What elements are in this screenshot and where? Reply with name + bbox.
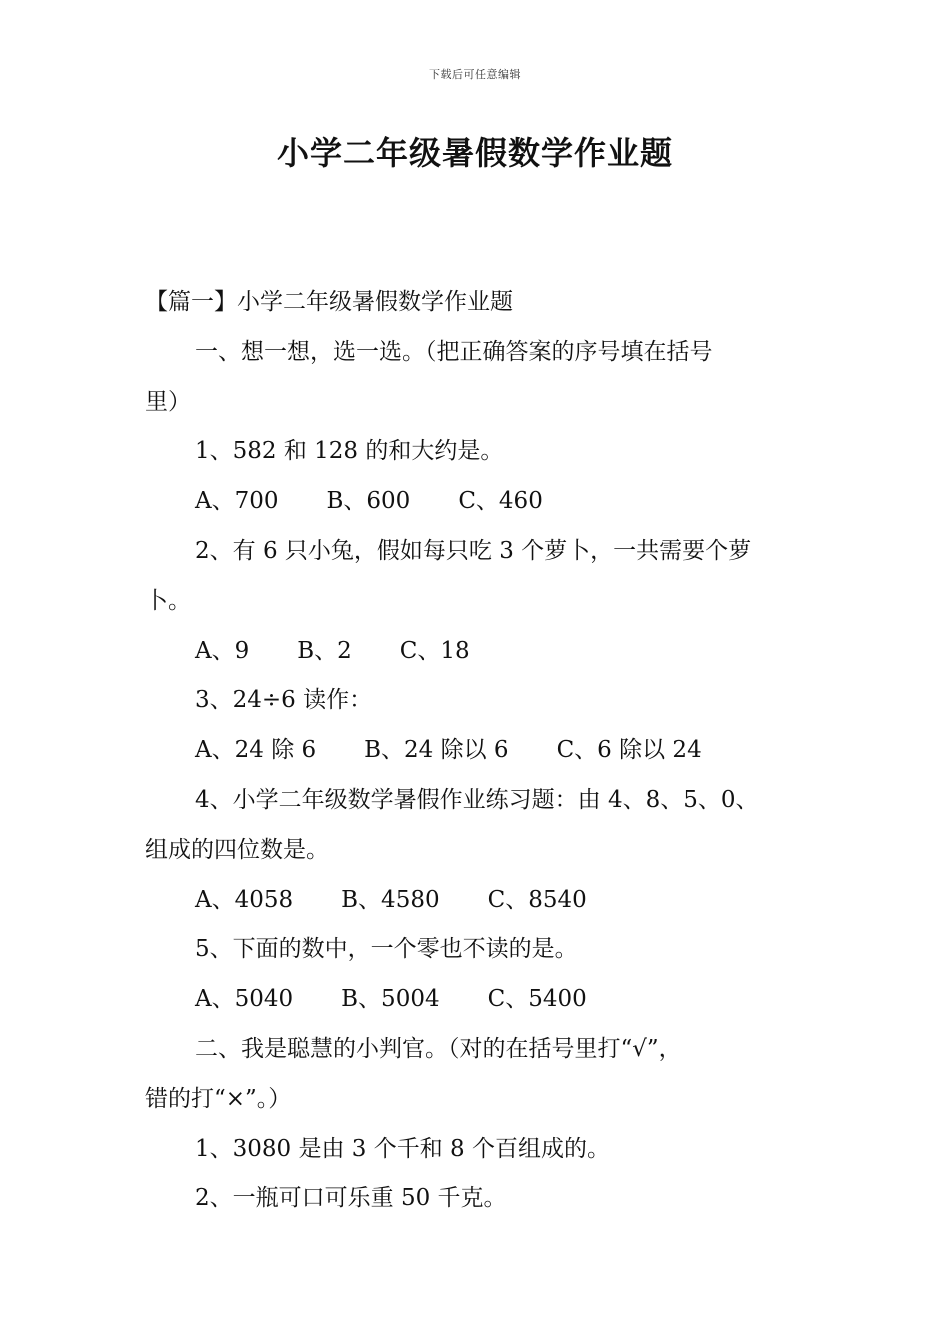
option-c: C、8540 — [487, 886, 587, 913]
question-4: 4、小学二年级数学暑假作业练习题：由 4、8、5、0、 — [195, 786, 759, 813]
question-1: 1、582 和 128 的和大约是。 — [195, 438, 504, 465]
question-5: 5、下面的数中，一个零也不读的是。 — [195, 936, 578, 963]
option-c: C、6 除以 24 — [556, 737, 702, 764]
option-a: A、24 除 6 — [195, 737, 317, 764]
part2-instruction: 二、我是聪慧的小判官。（对的在括号里打“√”， — [195, 1035, 682, 1062]
part2-instruction-cont: 错的打“×”。） — [145, 1085, 292, 1112]
question-5-options — [145, 975, 815, 1025]
question-2-cont: 卜。 — [145, 587, 191, 614]
judge-question-1: 1、3080 是由 3 个千和 8 个百组成的。 — [195, 1135, 610, 1162]
part1-instruction: 一、想一想，选一选。（把正确答案的序号填在括号 — [195, 338, 713, 365]
option-b: B、2 — [297, 637, 352, 664]
option-c: C、18 — [399, 637, 470, 664]
option-b: B、600 — [326, 488, 411, 515]
document-body — [145, 278, 815, 1224]
option-c: C、460 — [458, 488, 543, 515]
question-4-options — [145, 876, 815, 926]
option-a: A、9 — [195, 637, 250, 664]
question-3: 3、24÷6 读作： — [195, 687, 373, 714]
option-a: A、700 — [195, 488, 279, 515]
question-2: 2、有 6 只小兔，假如每只吃 3 个萝卜，一共需要个萝 — [195, 537, 752, 564]
document-title: 小学二年级暑假数学作业题 — [276, 134, 673, 172]
question-3-options — [145, 726, 815, 776]
question-2-options — [145, 627, 815, 677]
option-b: B、5004 — [341, 986, 440, 1013]
option-b: B、24 除以 6 — [364, 737, 509, 764]
option-a: A、5040 — [195, 986, 294, 1013]
option-b: B、4580 — [341, 886, 440, 913]
question-1-options — [145, 477, 815, 527]
option-a: A、4058 — [195, 886, 294, 913]
section-heading: 【篇一】小学二年级暑假数学作业题 — [145, 289, 513, 315]
question-4-cont: 组成的四位数是。 — [145, 836, 329, 863]
option-c: C、5400 — [487, 986, 587, 1013]
page-header-note: 下载后可任意编辑 — [429, 68, 521, 81]
judge-question-2: 2、一瓶可口可乐重 50 千克。 — [195, 1185, 507, 1212]
part1-instruction-cont: 里） — [145, 388, 191, 415]
